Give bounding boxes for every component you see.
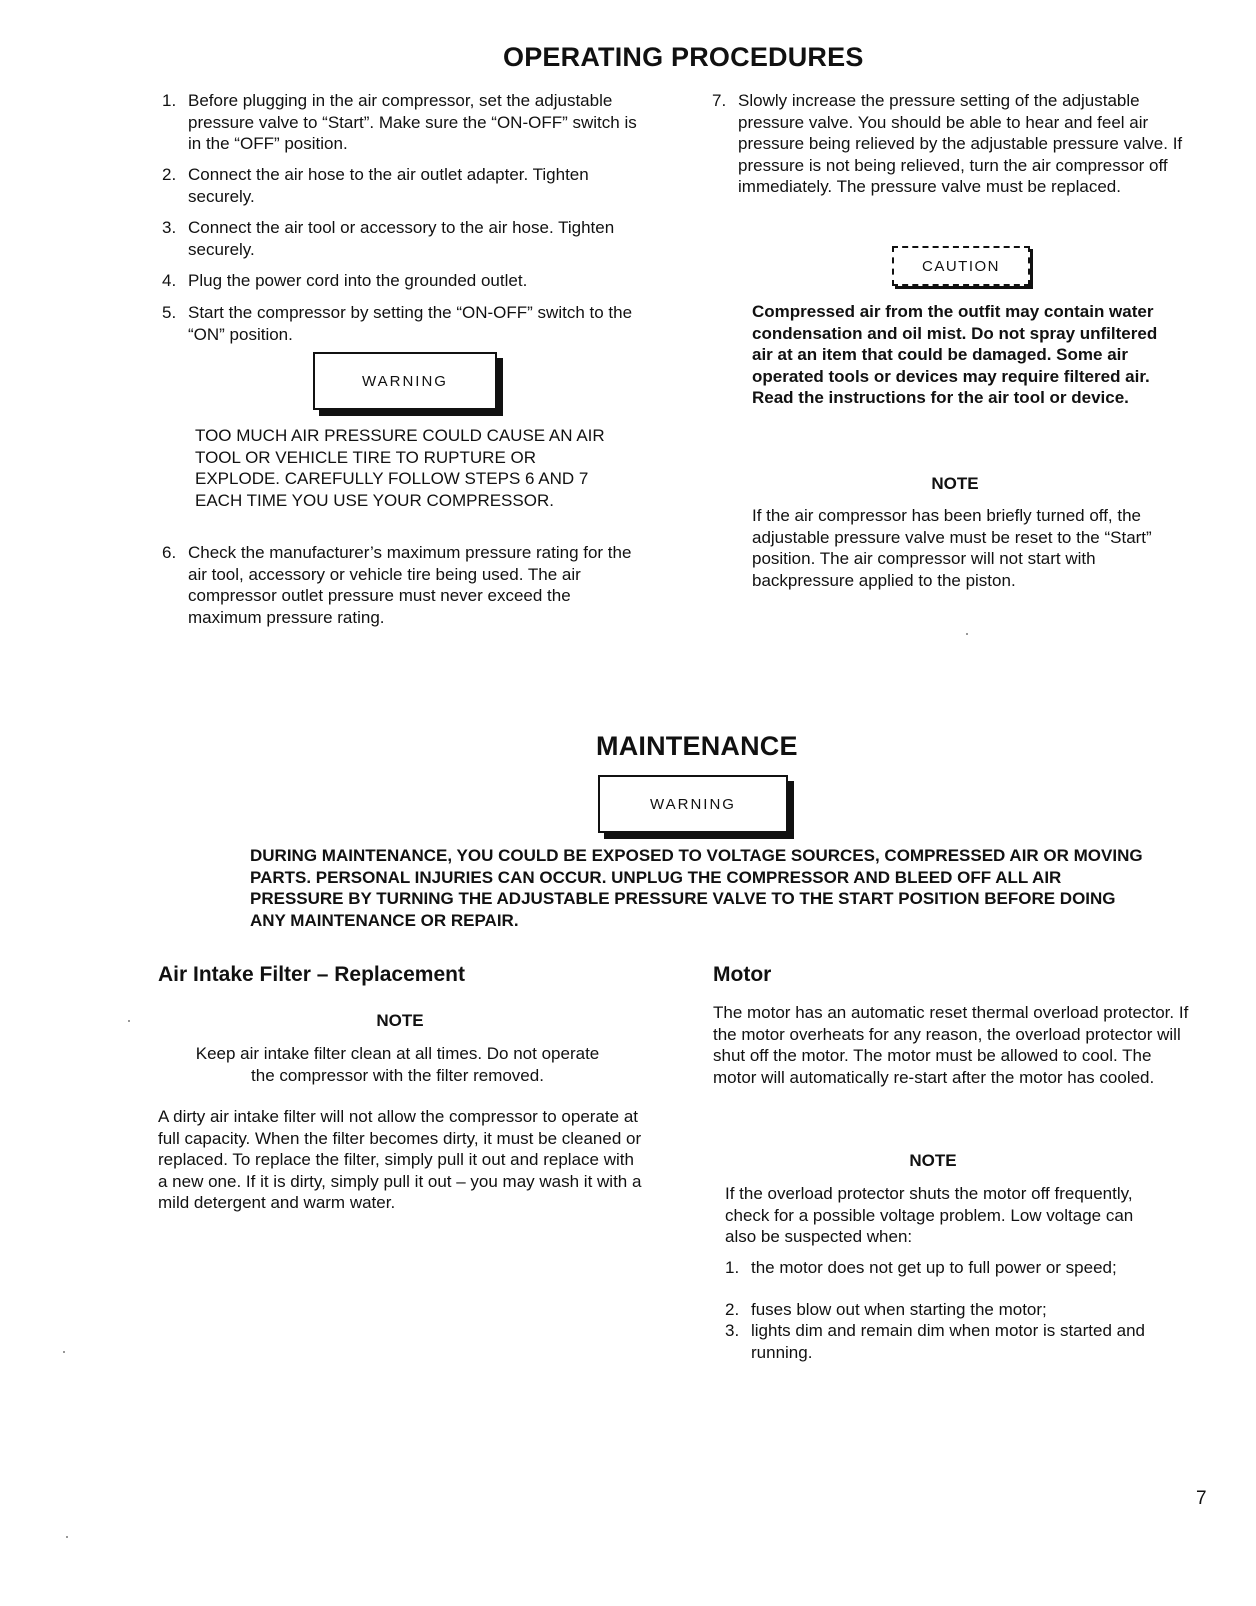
caution-label-box <box>892 246 1030 286</box>
filter-note-text: Keep air intake filter clean at all times. Do not operate the compressor with the filter removed. <box>195 1044 600 1085</box>
item-text: lights dim and remain dim when motor is started and running. <box>751 1321 1146 1362</box>
step-number: 1. <box>162 91 177 110</box>
step-text: Slowly increase the pressure setting of the adjustable pressure valve. You should be able to hear and feel air pressure being relieved by the adjustable pressure valve. If pressure is not being relieved, turn the air compressor off immediately. The pressure valve must be replaced. <box>738 91 1183 196</box>
item-text: the motor does not get up to full power or speed; <box>751 1258 1117 1277</box>
step-number: 4. <box>162 271 177 290</box>
step-number: 2. <box>162 165 177 184</box>
motor-note-label: NOTE <box>909 1151 957 1170</box>
maintenance-warning-text: DURING MAINTENANCE, YOU COULD BE EXPOSED TO VOLTAGE SOURCES, COMPRESSED AIR OR MOVING PARTS. PERSONAL INJURIES CAN OCCUR. UNPLUG THE COMPRESSOR AND BLEED OFF ALL AIR PRESSURE BY TURNING THE ADJUSTABLE PRESSURE VALVE TO THE START POSITION BEFORE DOING ANY MAINTENANCE OR REPAIR. <box>250 846 1143 930</box>
operating-note-label: NOTE <box>931 474 979 493</box>
maintenance-title: MAINTENANCE <box>596 731 798 761</box>
step-text: Start the compressor by setting the “ON-OFF” switch to the “ON” position. <box>188 303 633 344</box>
step-text: Before plugging in the air compressor, set the adjustable pressure valve to “Start”. Make sure the “ON-OFF” switch is in the “OFF” position. <box>188 91 637 153</box>
filter-heading: Air Intake Filter – Replacement <box>158 963 465 986</box>
step-number: 5. <box>162 303 177 322</box>
scan-speck <box>63 1351 65 1353</box>
filter-body: A dirty air intake filter will not allow the compressor to operate at full capacity. When the filter becomes dirty, it must be cleaned or replaced. To replace the filter, simply pull it out and replace with a new one. If it is dirty, simply pull it out – you may wash it with a mild detergent and warm water. <box>158 1107 642 1212</box>
item-number: 2. <box>725 1300 740 1319</box>
operating-title: OPERATING PROCEDURES <box>503 42 864 72</box>
operating-warning-text: TOO MUCH AIR PRESSURE COULD CAUSE AN AIR TOOL OR VEHICLE TIRE TO RUPTURE OR EXPLODE. CAREFULLY FOLLOW STEPS 6 AND 7 EACH TIME YOU USE YOUR COMPRESSOR. <box>195 426 605 510</box>
page-number: 7 <box>1196 1488 1207 1509</box>
step-text: Plug the power cord into the grounded outlet. <box>188 271 528 290</box>
scan-speck <box>966 633 968 635</box>
warning-label: WARNING <box>650 795 736 813</box>
step-text: Connect the air hose to the air outlet adapter. Tighten securely. <box>188 165 589 206</box>
step-text: Check the manufacturer’s maximum pressure rating for the air tool, accessory or vehicle tire being used. The air compressor outlet pressure must never exceed the maximum pressure rating. <box>188 543 632 627</box>
item-number: 1. <box>725 1258 740 1277</box>
caution-label: CAUTION <box>922 257 1000 275</box>
motor-heading: Motor <box>713 963 772 986</box>
scan-speck <box>128 1020 130 1022</box>
caution-text: Compressed air from the outfit may contain water condensation and oil mist. Do not spray unfiltered air at an item that could be damaged. Some air operated tools or devices may require filtered air. Read the instructions for the air tool or device. <box>752 302 1158 407</box>
step-number: 3. <box>162 218 177 237</box>
step-text: Connect the air tool or accessory to the air hose. Tighten securely. <box>188 218 615 259</box>
filter-note-label: NOTE <box>376 1011 424 1030</box>
motor-note-text: If the overload protector shuts the motor off frequently, check for a possible voltage problem. Low voltage can also be suspected when: <box>725 1184 1134 1246</box>
item-text: fuses blow out when starting the motor; <box>751 1300 1047 1319</box>
maintenance-warning-label-box <box>598 775 788 833</box>
operating-note-text: If the air compressor has been briefly turned off, the adjustable pressure valve must be reset to the “Start” position. The air compressor will not start with backpressure applied to the piston. <box>752 506 1152 590</box>
motor-body: The motor has an automatic reset thermal overload protector. If the motor overheats for any reason, the overload protector will shut off the motor. The motor must be allowed to cool. The motor will automatically re-start after the motor has cooled. <box>713 1003 1189 1087</box>
item-number: 3. <box>725 1321 740 1340</box>
warning-label-box <box>313 352 497 410</box>
warning-label: WARNING <box>362 372 448 390</box>
step-number: 6. <box>162 543 177 562</box>
scan-speck <box>66 1536 68 1538</box>
step-number: 7. <box>712 91 727 110</box>
